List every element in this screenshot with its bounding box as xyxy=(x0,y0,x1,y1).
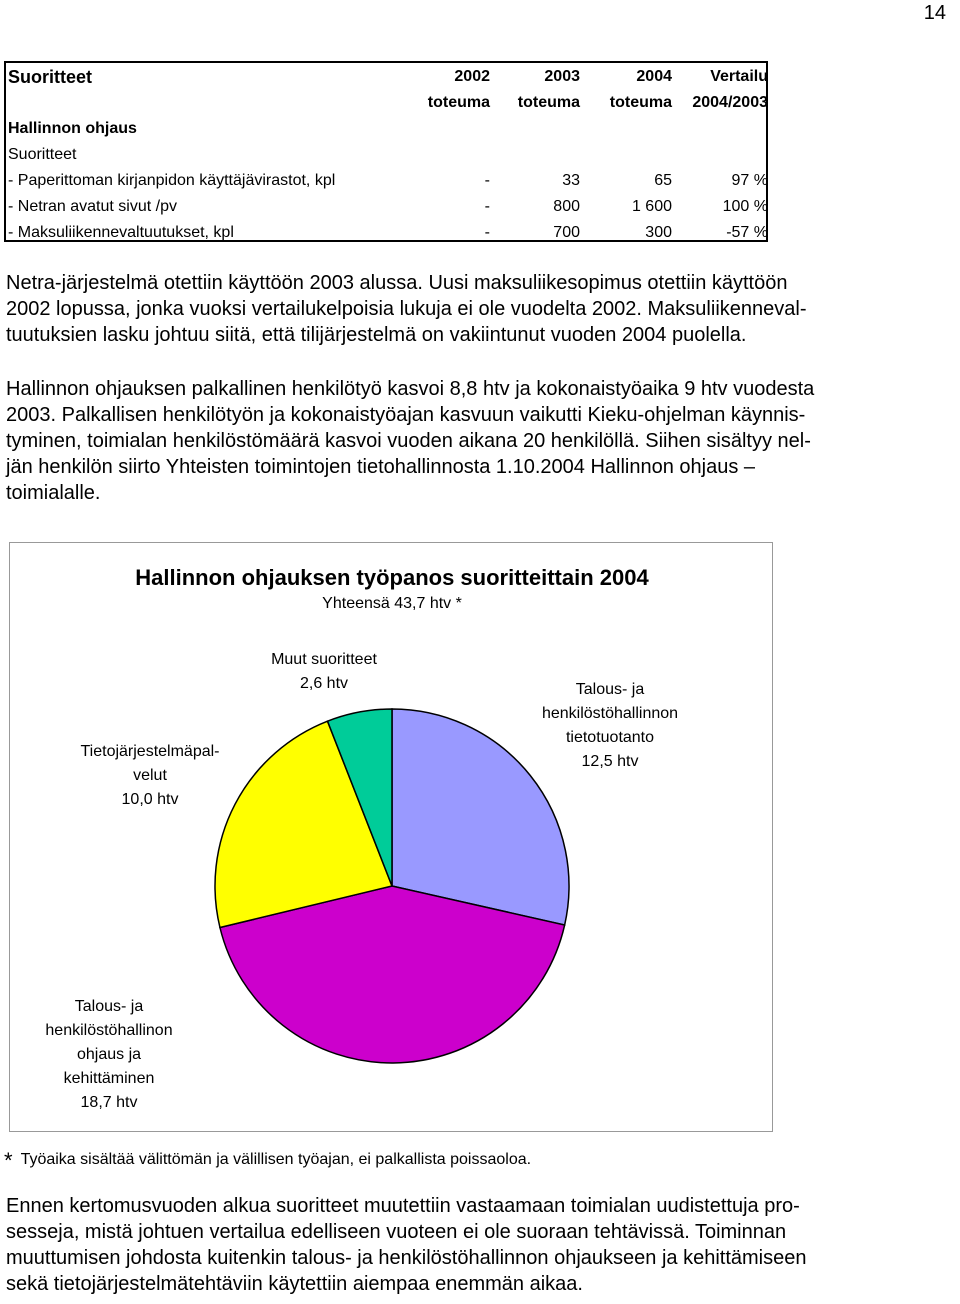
row-value-comparison: -57 % xyxy=(726,224,768,241)
col-2004-year: 2004 xyxy=(636,68,672,85)
col-2004-label: toteuma xyxy=(609,94,672,111)
slice-label-line: Talous- ja xyxy=(74,998,144,1015)
col-comparison-title: Vertailu xyxy=(710,68,768,85)
text-line: tyminen, toimialan henkilöstömäärä kasvoi vuoden aikana 20 henkilöllä. Siihen sisältyy nel- xyxy=(6,430,811,452)
slice-label-line: ohjaus ja xyxy=(76,1046,142,1063)
slice-label-line: 2,6 htv xyxy=(299,675,349,692)
footnote xyxy=(4,1148,531,1174)
slice-label-line: 12,5 htv xyxy=(581,753,639,770)
slice-label-line: kehittäminen xyxy=(63,1070,155,1087)
slice-label-line: 10,0 htv xyxy=(121,791,179,808)
row-label: - Paperittoman kirjanpidon käyttäjävirastot, kpl xyxy=(8,172,336,189)
row-value-2003: 33 xyxy=(562,172,580,189)
slice-label-line: Talous- ja xyxy=(575,681,645,698)
slice-label-other-outputs xyxy=(244,648,404,696)
paragraph-process-change xyxy=(6,1193,950,1297)
slice-label-line: 18,7 htv xyxy=(80,1094,138,1111)
row-value-2003: 700 xyxy=(553,224,580,241)
slice-label-line: henkilöstöhallinon xyxy=(45,1022,173,1039)
text-line: sesseja, mistä johtuen vertailua edelliseen vuoteen ei ole suoraan tehtävissä. Toiminnan xyxy=(6,1221,787,1243)
row-value-comparison: 100 % xyxy=(722,198,768,215)
subsection-heading: Suoritteet xyxy=(8,146,77,163)
footnote-marker: * xyxy=(4,1148,13,1173)
row-value-2002: - xyxy=(484,172,490,189)
section-heading: Hallinnon ohjaus xyxy=(8,120,137,137)
row-value-comparison: 97 % xyxy=(731,172,768,189)
table-title: Suoritteet xyxy=(8,67,93,87)
row-value-2002: - xyxy=(484,224,490,241)
col-2002-year: 2002 xyxy=(454,68,490,85)
paragraph-personnel xyxy=(6,376,950,506)
slice-label-information-systems xyxy=(60,740,240,812)
text-line: jän henkilön siirto Yhteisten toimintojen tietohallinnosta 1.10.2004 Hallinnon ohjaus – xyxy=(6,456,756,478)
row-value-2004: 65 xyxy=(654,172,672,189)
chart-subtitle: Yhteensä 43,7 htv * xyxy=(322,595,462,612)
col-2002-label: toteuma xyxy=(427,94,490,111)
row-value-2004: 300 xyxy=(645,224,672,241)
slice-label-line: velut xyxy=(133,767,167,784)
text-line: Netra-järjestelmä otettiin käyttöön 2003 alussa. Uusi maksuliikesopimus otettiin käyttöön xyxy=(6,272,788,294)
pie-chart-panel xyxy=(9,542,773,1132)
performance-table xyxy=(4,61,768,242)
row-value-2002: - xyxy=(484,198,490,215)
slice-label-financial-management-development xyxy=(34,995,184,1115)
col-comparison-label: 2004/2003 xyxy=(692,94,768,111)
page-number: 14 xyxy=(923,2,946,24)
text-line: tuutuksien lasku johtuu siitä, että tilijärjestelmä on vakiintunut vuoden 2004 puolella. xyxy=(6,324,747,346)
text-line: Hallinnon ohjauksen palkallinen henkilötyö kasvoi 8,8 htv ja kokonaistyöaika 9 htv vuodesta xyxy=(6,378,815,400)
row-label: - Maksuliikennevaltuutukset, kpl xyxy=(8,224,234,241)
col-2003-year: 2003 xyxy=(544,68,580,85)
slice-label-financial-data-production xyxy=(510,678,710,774)
text-line: 2003. Palkallisen henkilötyön ja kokonaistyöajan kasvuun vaikutti Kieku-ohjelman käynnis- xyxy=(6,404,806,426)
footnote-text: Työaika sisältää välittömän ja välillisen työajan, ei palkallista poissaoloa. xyxy=(20,1151,532,1168)
col-2003-label: toteuma xyxy=(517,94,580,111)
chart-title: Hallinnon ohjauksen työpanos suoritteittain 2004 xyxy=(135,565,649,590)
slice-label-line: tietotuotanto xyxy=(565,729,655,746)
slice-label-line: henkilöstöhallinnon xyxy=(541,705,679,722)
row-label: - Netran avatut sivut /pv xyxy=(8,198,177,215)
text-line: muuttumisen johdosta kuitenkin talous- ja henkilöstöhallinnon ohjaukseen ja kehittämiseen xyxy=(6,1247,807,1269)
text-line: 2002 lopussa, jonka vuoksi vertailukelpoisia lukuja ei ole vuodelta 2002. Maksuliikenneval- xyxy=(6,298,807,320)
text-line: toimialalle. xyxy=(6,482,101,504)
paragraph-netra xyxy=(6,270,950,348)
text-line: sekä tietojärjestelmätehtäviin käytettiin aiempaa enemmän aikaa. xyxy=(6,1273,583,1295)
row-value-2004: 1 600 xyxy=(631,198,672,215)
text-line: Ennen kertomusvuoden alkua suoritteet muutettiin vastaamaan toimialan uudistettuja pro- xyxy=(6,1195,800,1217)
slice-label-line: Tietojärjestelmäpal- xyxy=(80,743,220,760)
slice-label-line: Muut suoritteet xyxy=(271,651,377,668)
row-value-2003: 800 xyxy=(553,198,580,215)
